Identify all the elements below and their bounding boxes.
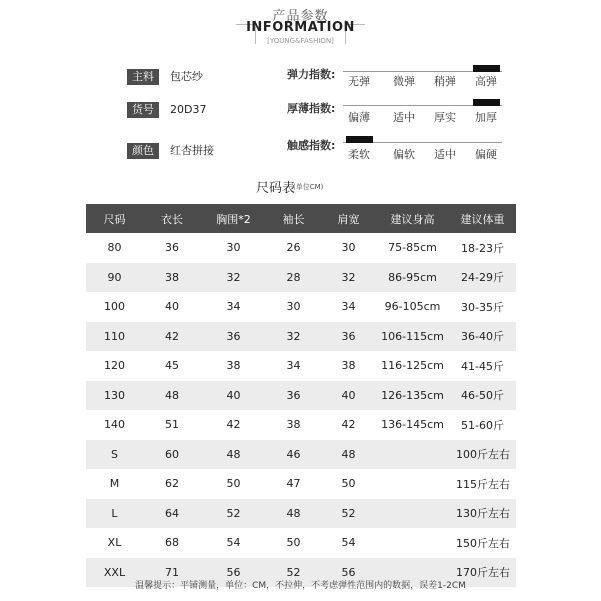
table-cell: 48 xyxy=(143,381,201,411)
table-cell: 34 xyxy=(321,292,376,322)
table-cell: 28 xyxy=(266,263,321,293)
table-cell: 110 xyxy=(86,322,143,352)
table-cell: 68 xyxy=(143,528,201,558)
table-cell: 71 xyxy=(143,558,201,588)
table-cell: M xyxy=(86,469,143,499)
scale-option: 柔软 xyxy=(348,148,370,161)
table-cell: 40 xyxy=(143,292,201,322)
table-cell: 75-85cm xyxy=(376,233,449,263)
table-cell: 41-45斤 xyxy=(449,351,516,381)
table-cell: L xyxy=(86,499,143,529)
table-cell: 38 xyxy=(143,263,201,293)
scale-marker xyxy=(346,136,373,143)
table-row xyxy=(86,440,516,470)
table-cell: 90 xyxy=(86,263,143,293)
table-cell: 56 xyxy=(321,558,376,588)
table-cell: 34 xyxy=(266,351,321,381)
table-header-row xyxy=(86,204,516,233)
size-table xyxy=(86,204,516,587)
table-cell: 48 xyxy=(201,440,266,470)
table-cell: 50 xyxy=(201,469,266,499)
table-cell: 52 xyxy=(266,558,321,588)
table-cell: 86-95cm xyxy=(376,263,449,293)
table-cell: 115斤左右 xyxy=(376,469,516,499)
table-cell: 24-29斤 xyxy=(449,263,516,293)
table-cell: 48 xyxy=(266,499,321,529)
table-cell: 136-145cm xyxy=(376,410,449,440)
scale-option: 适中 xyxy=(393,111,415,124)
table-cell: 64 xyxy=(143,499,201,529)
table-cell: 36 xyxy=(321,322,376,352)
table-row xyxy=(86,322,516,352)
attr-value-item-no: 20D37 xyxy=(170,103,207,116)
col-header-shoulder: 肩宽 xyxy=(321,204,376,233)
col-header-size: 尺码 xyxy=(86,204,143,233)
measurement-note: 温馨提示：平铺测量，单位：CM，不拉伸，不考虑弹性范围内的数据，误差1-2CM xyxy=(135,581,466,591)
scale-marker xyxy=(473,99,500,106)
table-cell: 130 xyxy=(86,381,143,411)
table-cell: 130斤左右 xyxy=(376,499,516,529)
table-cell: 51 xyxy=(143,410,201,440)
table-row xyxy=(86,263,516,293)
table-cell: 106-115cm xyxy=(376,322,449,352)
table-cell: 96-105cm xyxy=(376,292,449,322)
table-row xyxy=(86,351,516,381)
table-cell: 42 xyxy=(321,410,376,440)
table-row xyxy=(86,410,516,440)
table-row xyxy=(86,528,516,558)
table-cell: 38 xyxy=(266,410,321,440)
scale-option: 偏硬 xyxy=(475,148,497,161)
table-cell: 38 xyxy=(201,351,266,381)
col-header-height: 建议身高 xyxy=(376,204,449,233)
size-chart-title: 尺码表 xyxy=(256,181,296,196)
table-cell: 62 xyxy=(143,469,201,499)
col-header-weight: 建议体重 xyxy=(449,204,516,233)
table-cell: 47 xyxy=(266,469,321,499)
table-cell: 170斤左右 xyxy=(376,558,516,588)
table-cell: 30 xyxy=(321,233,376,263)
header-subtitle: [YOUNG&FASHION] xyxy=(267,37,334,45)
table-cell: 140 xyxy=(86,410,143,440)
col-header-sleeve: 袖长 xyxy=(266,204,321,233)
table-cell: 56 xyxy=(201,558,266,588)
table-cell: 60 xyxy=(143,440,201,470)
table-cell: 116-125cm xyxy=(376,351,449,381)
size-chart-unit: (单位CM) xyxy=(293,183,324,191)
scale-title: 触感指数: xyxy=(287,139,336,152)
header-title-en: INFORMATION xyxy=(246,20,355,35)
table-row xyxy=(86,499,516,529)
table-cell: 45 xyxy=(143,351,201,381)
attr-value-color: 红杏拼接 xyxy=(170,144,214,157)
col-header-length: 衣长 xyxy=(143,204,201,233)
attr-label-material: 主料 xyxy=(127,69,159,85)
table-cell: 54 xyxy=(321,528,376,558)
table-cell: 36 xyxy=(266,381,321,411)
table-cell: 36-40斤 xyxy=(449,322,516,352)
scale-option: 偏软 xyxy=(393,148,415,161)
table-cell: 46 xyxy=(266,440,321,470)
attr-label-color: 颜色 xyxy=(127,143,159,159)
table-cell: 150斤左右 xyxy=(376,528,516,558)
scale-option: 加厚 xyxy=(475,111,497,124)
attr-value-material: 包芯纱 xyxy=(170,70,203,83)
table-cell: 36 xyxy=(201,322,266,352)
table-row xyxy=(86,381,516,411)
table-cell: 36 xyxy=(143,233,201,263)
table-cell: 40 xyxy=(321,381,376,411)
scale-option: 适中 xyxy=(434,148,456,161)
table-cell: 18-23斤 xyxy=(449,233,516,263)
scale-option: 高弹 xyxy=(475,75,497,88)
table-cell: 38 xyxy=(321,351,376,381)
table-cell: 52 xyxy=(201,499,266,529)
col-header-chest: 胸围*2 xyxy=(201,204,266,233)
table-row xyxy=(86,292,516,322)
table-cell: S xyxy=(86,440,143,470)
table-row xyxy=(86,469,516,499)
table-cell: 32 xyxy=(201,263,266,293)
table-cell: 48 xyxy=(321,440,376,470)
table-cell: 51-60斤 xyxy=(449,410,516,440)
scale-option: 稍弹 xyxy=(434,75,456,88)
table-cell: XXL xyxy=(86,558,143,588)
table-cell: 50 xyxy=(266,528,321,558)
table-cell: 30 xyxy=(266,292,321,322)
table-cell: 126-135cm xyxy=(376,381,449,411)
table-cell: 52 xyxy=(321,499,376,529)
size-table-body xyxy=(86,233,516,587)
table-cell: 34 xyxy=(201,292,266,322)
table-cell: 50 xyxy=(321,469,376,499)
scale-marker xyxy=(473,65,500,72)
table-cell: 100斤左右 xyxy=(376,440,516,470)
scale-option: 无弹 xyxy=(348,75,370,88)
scale-option: 偏薄 xyxy=(348,111,370,124)
table-row xyxy=(86,233,516,263)
table-cell: 54 xyxy=(201,528,266,558)
table-cell: 100 xyxy=(86,292,143,322)
table-cell: 26 xyxy=(266,233,321,263)
scale-title: 弹力指数: xyxy=(287,68,336,81)
scale-option: 微弹 xyxy=(393,75,415,88)
header-title-cn: 产品参数 xyxy=(272,9,329,24)
table-cell: 120 xyxy=(86,351,143,381)
table-cell: XL xyxy=(86,528,143,558)
scale-title: 厚薄指数: xyxy=(287,102,336,115)
attr-label-item-no: 货号 xyxy=(127,102,159,118)
table-cell: 32 xyxy=(266,322,321,352)
table-cell: 40 xyxy=(201,381,266,411)
table-cell: 46-50斤 xyxy=(449,381,516,411)
table-cell: 80 xyxy=(86,233,143,263)
table-cell: 30-35斤 xyxy=(449,292,516,322)
scale-option: 厚实 xyxy=(434,111,456,124)
table-cell: 32 xyxy=(321,263,376,293)
table-cell: 42 xyxy=(201,410,266,440)
table-cell: 30 xyxy=(201,233,266,263)
table-cell: 42 xyxy=(143,322,201,352)
